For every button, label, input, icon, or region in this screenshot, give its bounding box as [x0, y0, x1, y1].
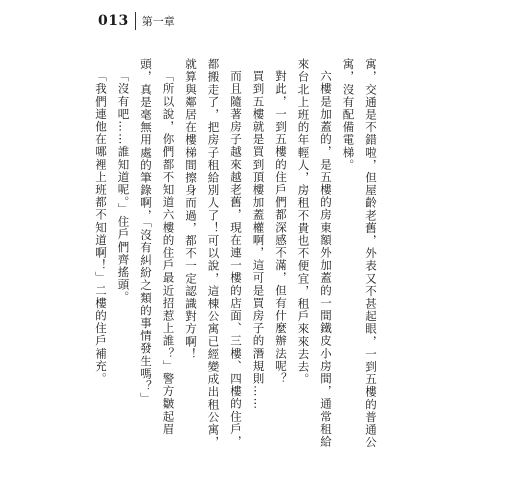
running-header [98, 10, 175, 32]
paragraph: 買到五樓就是買到頂樓加蓋權啊，這可是買房子的潛規則…… [251, 69, 266, 410]
page-number: 013 [98, 13, 129, 29]
chapter-title: 第一章 [141, 15, 175, 28]
paragraph: 而且隨著房子越來越老舊，現在連一樓的店面、三樓、四樓的住戶，都搬走了，把房子租給別人了！可以說，這棟公寓已經變成出租公寓，就算與鄰居在樓梯間擦身而過，都不一定認識對方啊！ [184, 58, 243, 449]
paragraph: 寓，交通是不錯啦，但屋齡老舊，外表又不甚起眼，一到五樓的普通公寓，沒有配備電梯。 [341, 58, 378, 449]
paragraph: 六樓是加蓋的，是五樓的房東額外加蓋的一間鐵皮小房間，通常租給來台北上班的年輕人，房租不貴也不便宜，租戶來來去去。 [296, 58, 333, 448]
body-text [90, 58, 383, 458]
paragraph: 對此，一到五樓的住戶們都深感不滿，但有什麼辦法呢？ [274, 69, 288, 385]
header-divider [135, 12, 136, 30]
paragraph: 「我們連他在哪裡上班都不知道啊！」二樓的住戶補充。 [94, 69, 108, 385]
paragraph: 「所以說，你們都不知道六樓的住戶最近招惹上誰？」警方皺起眉頭，真是毫無用處的筆錄啊，「沒有糾紛之類的事情發生嗎？」 [139, 58, 176, 435]
paragraph: 「沒有吧……誰知道呢。」住戶們齊搖頭。 [116, 69, 131, 304]
